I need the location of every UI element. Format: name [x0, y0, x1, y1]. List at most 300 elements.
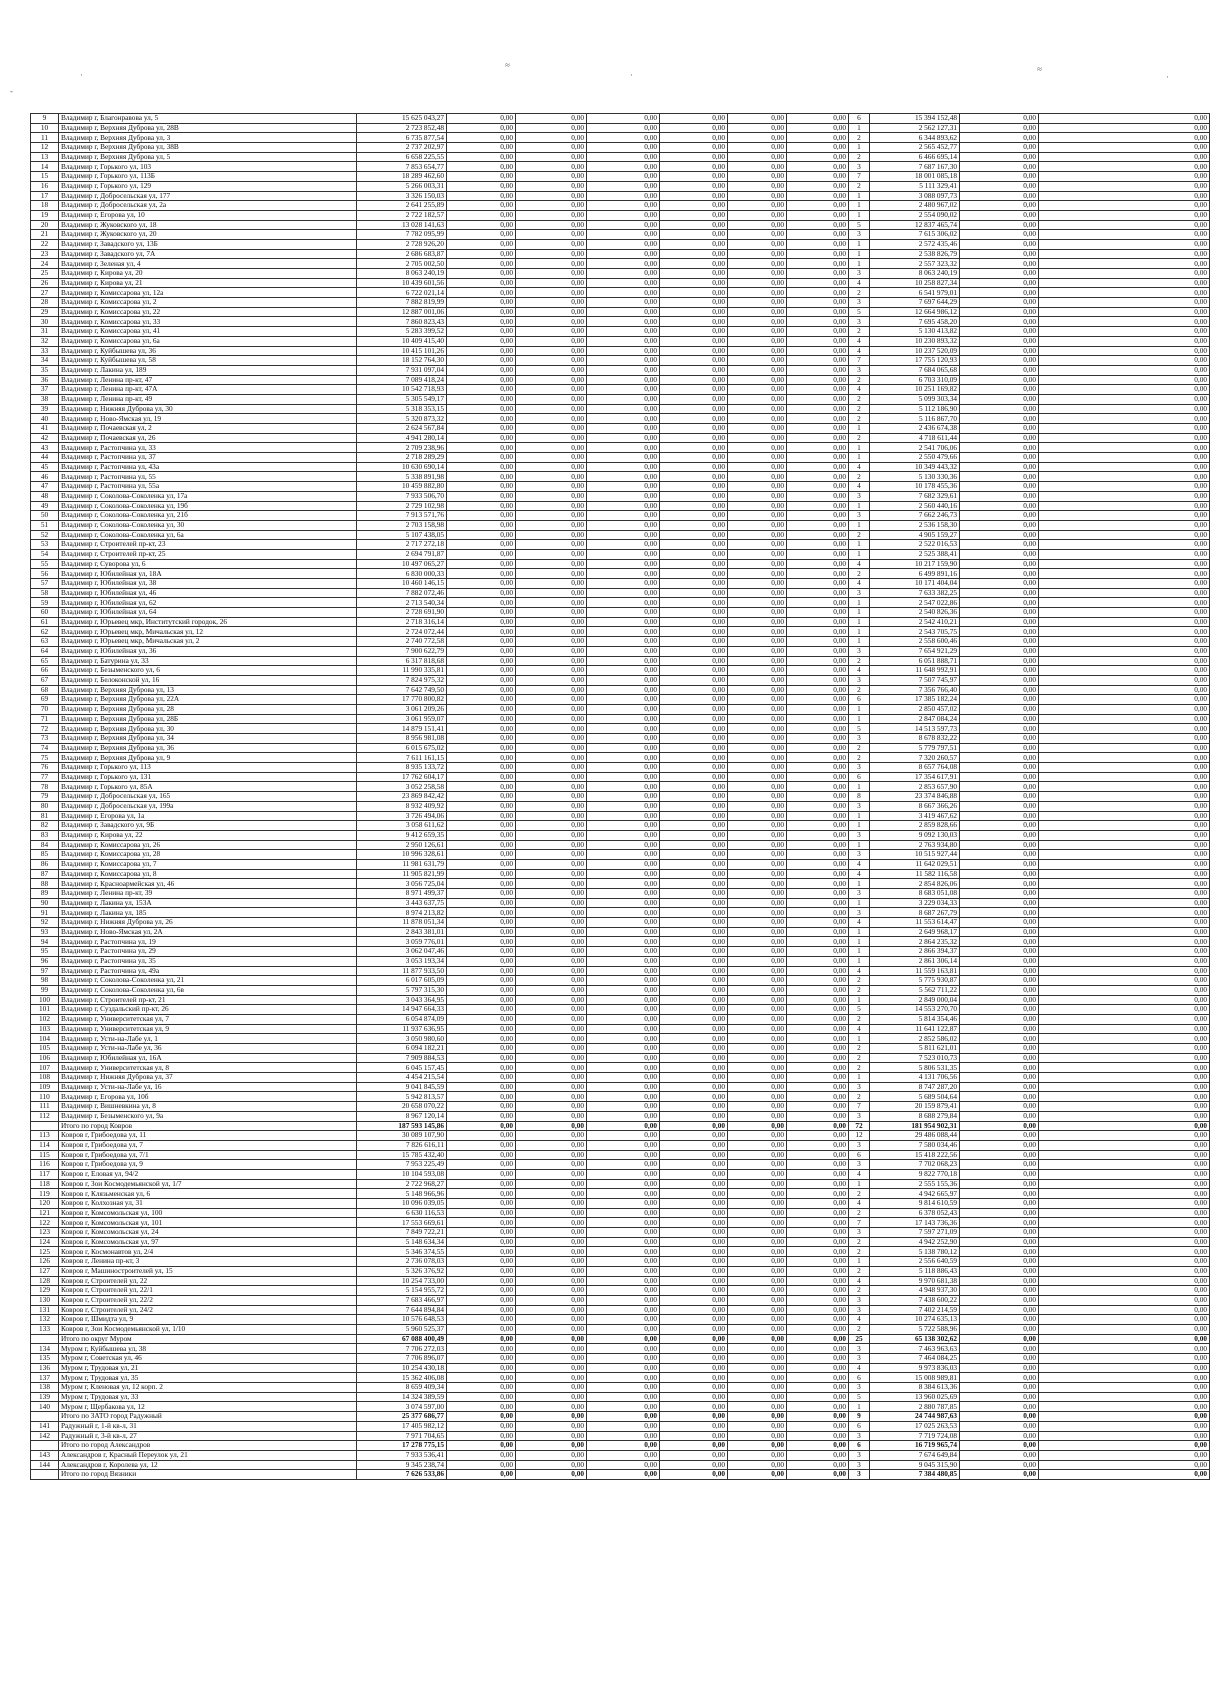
- table-cell: 3: [849, 1228, 870, 1238]
- table-cell: 2: [849, 1092, 870, 1102]
- table-cell: 0,00: [447, 1257, 516, 1267]
- table-cell: 0,00: [516, 1199, 587, 1209]
- table-cell: 0,00: [960, 259, 1039, 269]
- table-cell: 0,00: [516, 763, 587, 773]
- table-cell: Владимир г, Ленина пр-кт, 47: [59, 375, 357, 385]
- table-cell: 18 152 764,30: [357, 356, 447, 366]
- table-cell: 0,00: [960, 414, 1039, 424]
- table-cell: 14 553 270,70: [870, 1005, 960, 1015]
- table-cell: 0,00: [787, 462, 849, 472]
- table-cell: 0,00: [447, 598, 516, 608]
- table-cell: 0,00: [787, 424, 849, 434]
- table-cell: 0,00: [728, 462, 787, 472]
- table-cell: 0,00: [516, 385, 587, 395]
- table-cell: 0,00: [587, 365, 660, 375]
- table-cell: Владимир г, Нижняя Дуброва ул, 26: [59, 918, 357, 928]
- table-cell: 0,00: [1039, 443, 1210, 453]
- table-cell: Владимир г, Соколова-Соколенка ул, 30: [59, 520, 357, 530]
- table-cell: 0,00: [516, 714, 587, 724]
- table-cell: 0,00: [447, 879, 516, 889]
- table-cell: 0,00: [587, 249, 660, 259]
- table-cell: 40: [31, 414, 59, 424]
- table-cell: 0,00: [447, 1199, 516, 1209]
- table-cell: 3 443 637,75: [357, 898, 447, 908]
- table-cell: 0,00: [447, 511, 516, 521]
- table-cell: 0,00: [587, 724, 660, 734]
- table-cell: 0,00: [787, 346, 849, 356]
- table-cell: Радужный г, 3-й кв-л, 27: [59, 1431, 357, 1441]
- table-cell: 0,00: [447, 1121, 516, 1131]
- table-cell: 126: [31, 1257, 59, 1267]
- table-cell: 0,00: [787, 792, 849, 802]
- table-cell: Владимир г, Добросельская ул, 177: [59, 191, 357, 201]
- table-cell: 0,00: [660, 646, 728, 656]
- table-cell: 0,00: [787, 1199, 849, 1209]
- table-cell: 0,00: [587, 1208, 660, 1218]
- table-cell: 0,00: [787, 695, 849, 705]
- table-cell: 10 460 146,15: [357, 579, 447, 589]
- table-cell: 18: [31, 201, 59, 211]
- table-cell: 7 597 271,09: [870, 1228, 960, 1238]
- table-cell: 0,00: [660, 1286, 728, 1296]
- table-cell: 0,00: [960, 327, 1039, 337]
- table-cell: 0,00: [660, 259, 728, 269]
- table-cell: 0,00: [787, 1111, 849, 1121]
- table-cell: 0,00: [516, 1005, 587, 1015]
- table-cell: 0,00: [447, 1247, 516, 1257]
- table-cell: 0,00: [960, 1305, 1039, 1315]
- table-cell: 2: [849, 1208, 870, 1218]
- table-cell: 0,00: [516, 782, 587, 792]
- table-cell: Владимир г, Юрьевец мкр, Мичальская ул, 12: [59, 627, 357, 637]
- table-cell: 0,00: [447, 1392, 516, 1402]
- table-cell: 0,00: [787, 1324, 849, 1334]
- table-cell: 0,00: [1039, 472, 1210, 482]
- table-cell: 0,00: [447, 637, 516, 647]
- table-cell: 0,00: [728, 1421, 787, 1431]
- table-cell: 0,00: [516, 1305, 587, 1315]
- table-row: [31, 792, 1210, 802]
- table-cell: 0,00: [447, 1082, 516, 1092]
- table-cell: 0,00: [516, 424, 587, 434]
- table-cell: 0,00: [787, 327, 849, 337]
- table-cell: 5: [849, 307, 870, 317]
- table-row: [31, 1063, 1210, 1073]
- table-cell: 0,00: [960, 1392, 1039, 1402]
- table-cell: 0,00: [728, 850, 787, 860]
- table-cell: 0,00: [516, 704, 587, 714]
- table-cell: Владимир г, Растопчина ул, 19: [59, 937, 357, 947]
- table-row: [31, 123, 1210, 133]
- table-cell: 0,00: [960, 947, 1039, 957]
- table-cell: 0,00: [447, 375, 516, 385]
- table-cell: Владимир г, Комиссарова ул, 26: [59, 840, 357, 850]
- table-cell: Ковров г, Грибоедова ул, 7/1: [59, 1150, 357, 1160]
- table-cell: 0,00: [960, 346, 1039, 356]
- table-cell: 0,00: [1039, 346, 1210, 356]
- table-cell: 0,00: [660, 530, 728, 540]
- table-cell: 3 056 725,04: [357, 879, 447, 889]
- table-cell: Александров г, Королева ул, 12: [59, 1460, 357, 1470]
- table-cell: 1: [849, 637, 870, 647]
- table-cell: 0,00: [728, 1315, 787, 1325]
- table-cell: 0,00: [516, 1363, 587, 1373]
- table-cell: 0,00: [787, 1228, 849, 1238]
- table-cell: 60: [31, 608, 59, 618]
- table-cell: 0,00: [1039, 821, 1210, 831]
- table-cell: 11 878 051,34: [357, 918, 447, 928]
- table-cell: 0,00: [728, 579, 787, 589]
- table-cell: 0,00: [587, 801, 660, 811]
- table-cell: 17: [31, 191, 59, 201]
- table-cell: 0,00: [660, 889, 728, 899]
- table-cell: 0,00: [1039, 1344, 1210, 1354]
- table-cell: 33: [31, 346, 59, 356]
- table-cell: 0,00: [587, 394, 660, 404]
- table-cell: 0,00: [1039, 404, 1210, 414]
- table-cell: 0,00: [660, 327, 728, 337]
- table-cell: 25 377 686,77: [357, 1412, 447, 1422]
- table-cell: Александров г, Красный Переулок ул, 21: [59, 1450, 357, 1460]
- table-cell: 0,00: [728, 792, 787, 802]
- table-cell: 6: [849, 1150, 870, 1160]
- table-cell: 0,00: [960, 365, 1039, 375]
- table-cell: 0,00: [787, 1092, 849, 1102]
- table-cell: Владимир г, Егорова ул, 10б: [59, 1092, 357, 1102]
- table-cell: 9 814 610,59: [870, 1199, 960, 1209]
- table-cell: 0,00: [660, 1140, 728, 1150]
- table-cell: 0,00: [516, 985, 587, 995]
- table-cell: Владимир г, Горького ул, 129: [59, 181, 357, 191]
- table-cell: 6 541 979,01: [870, 288, 960, 298]
- table-cell: 0,00: [447, 162, 516, 172]
- table-cell: Владимир г, Растопчина ул, 43а: [59, 462, 357, 472]
- table-cell: 0,00: [1039, 520, 1210, 530]
- table-cell: 4: [849, 336, 870, 346]
- table-cell: 5 107 438,05: [357, 530, 447, 540]
- table-cell: 0,00: [660, 191, 728, 201]
- table-cell: Владимир г, Комиссарова ул, 41: [59, 327, 357, 337]
- table-cell: 3: [849, 491, 870, 501]
- table-cell: Владимир г, Верхняя Дуброва ул, 28: [59, 704, 357, 714]
- table-cell: 0,00: [728, 1266, 787, 1276]
- table-cell: 11 642 029,51: [870, 859, 960, 869]
- table-cell: 0,00: [587, 1034, 660, 1044]
- table-cell: 0,00: [587, 734, 660, 744]
- table-cell: 0,00: [960, 1470, 1039, 1480]
- table-cell: 2 694 791,87: [357, 549, 447, 559]
- table-cell: Ковров г, Еловая ул, 94/2: [59, 1169, 357, 1179]
- table-cell: 13: [31, 152, 59, 162]
- table-cell: 53: [31, 540, 59, 550]
- table-cell: 0,00: [1039, 482, 1210, 492]
- table-cell: 0,00: [660, 598, 728, 608]
- table-cell: 0,00: [1039, 637, 1210, 647]
- table-cell: 118: [31, 1179, 59, 1189]
- table-cell: 0,00: [660, 317, 728, 327]
- table-cell: 3: [849, 675, 870, 685]
- table-cell: 0,00: [728, 830, 787, 840]
- table-cell: 0,00: [728, 637, 787, 647]
- table-cell: 0,00: [587, 908, 660, 918]
- table-cell: 2 705 002,50: [357, 259, 447, 269]
- table-cell: 0,00: [516, 1044, 587, 1054]
- table-cell: 61: [31, 617, 59, 627]
- table-cell: 1: [849, 1034, 870, 1044]
- table-cell: 0,00: [960, 1092, 1039, 1102]
- table-cell: 0,00: [787, 1286, 849, 1296]
- table-cell: 62: [31, 627, 59, 637]
- table-cell: 0,00: [660, 1431, 728, 1441]
- table-cell: 7 933 536,41: [357, 1450, 447, 1460]
- table-cell: 75: [31, 753, 59, 763]
- table-cell: 0,00: [787, 1305, 849, 1315]
- table-cell: Владимир г, Усти-на-Лабе ул, 16: [59, 1082, 357, 1092]
- table-cell: 0,00: [587, 1344, 660, 1354]
- table-cell: 0,00: [516, 1208, 587, 1218]
- table-cell: 0,00: [728, 123, 787, 133]
- table-cell: 30: [31, 317, 59, 327]
- table-cell: 0,00: [787, 1392, 849, 1402]
- table-cell: 9 045 315,90: [870, 1460, 960, 1470]
- table-cell: 0,00: [587, 1044, 660, 1054]
- table-cell: 0,00: [960, 511, 1039, 521]
- table-cell: 0,00: [660, 394, 728, 404]
- table-cell: 0,00: [787, 201, 849, 211]
- table-cell: 0,00: [516, 588, 587, 598]
- table-cell: 0,00: [728, 889, 787, 899]
- table-cell: 4: [849, 666, 870, 676]
- table-cell: 45: [31, 462, 59, 472]
- table-cell: 2: [849, 375, 870, 385]
- table-cell: 0,00: [728, 1160, 787, 1170]
- table-cell: 5 797 315,30: [357, 985, 447, 995]
- table-cell: 0,00: [728, 1121, 787, 1131]
- table-cell: 0,00: [787, 172, 849, 182]
- table-cell: 3: [849, 298, 870, 308]
- table-cell: 0,00: [516, 821, 587, 831]
- table-cell: 0,00: [447, 1208, 516, 1218]
- table-row: [31, 1024, 1210, 1034]
- table-cell: 5 130 413,82: [870, 327, 960, 337]
- table-cell: 0,00: [1039, 569, 1210, 579]
- table-cell: 0,00: [660, 404, 728, 414]
- table-cell: 0,00: [447, 114, 516, 124]
- table-cell: 0,00: [728, 1199, 787, 1209]
- table-cell: 0,00: [516, 1266, 587, 1276]
- table-cell: 0,00: [787, 656, 849, 666]
- table-cell: 0,00: [787, 491, 849, 501]
- table-cell: 0,00: [787, 840, 849, 850]
- table-cell: 0,00: [587, 1014, 660, 1024]
- table-cell: 1: [849, 947, 870, 957]
- table-cell: 0,00: [1039, 327, 1210, 337]
- table-cell: 0,00: [787, 298, 849, 308]
- table-cell: Владимир г, Горького ул, 113: [59, 763, 357, 773]
- table-cell: Владимир г, Завадского ул, 9Б: [59, 821, 357, 831]
- table-cell: 0,00: [960, 1150, 1039, 1160]
- table-cell: 0,00: [787, 811, 849, 821]
- table-cell: 0,00: [960, 1024, 1039, 1034]
- table-cell: 0,00: [787, 1431, 849, 1441]
- table-cell: Ковров г, Грибоедова ул, 11: [59, 1131, 357, 1141]
- table-cell: 0,00: [587, 918, 660, 928]
- table-cell: 0,00: [587, 1421, 660, 1431]
- table-cell: 0,00: [960, 598, 1039, 608]
- table-cell: 9 092 130,03: [870, 830, 960, 840]
- table-cell: 0,00: [960, 288, 1039, 298]
- table-cell: 8 688 279,84: [870, 1111, 960, 1121]
- table-cell: 0,00: [728, 365, 787, 375]
- table-cell: 0,00: [1039, 1450, 1210, 1460]
- table-cell: 0,00: [587, 1383, 660, 1393]
- table-cell: 10 254 733,00: [357, 1276, 447, 1286]
- table-cell: 0,00: [587, 821, 660, 831]
- table-cell: [31, 1334, 59, 1344]
- table-cell: 12 887 001,06: [357, 307, 447, 317]
- table-cell: 0,00: [1039, 579, 1210, 589]
- table-cell: 7 849 722,21: [357, 1228, 447, 1238]
- table-cell: 77: [31, 772, 59, 782]
- table-cell: 3: [849, 1344, 870, 1354]
- table-cell: 0,00: [728, 724, 787, 734]
- table-cell: Владимир г, Суворова ул, 6: [59, 559, 357, 569]
- table-cell: 0,00: [660, 1169, 728, 1179]
- table-cell: 47: [31, 482, 59, 492]
- table-row: [31, 908, 1210, 918]
- table-cell: 10 415 101,26: [357, 346, 447, 356]
- table-cell: 6: [849, 1421, 870, 1431]
- table-cell: 13 028 141,63: [357, 220, 447, 230]
- table-cell: 0,00: [787, 433, 849, 443]
- table-cell: Владимир г, Соколова-Соколенка ул, 17а: [59, 491, 357, 501]
- table-row: [31, 143, 1210, 153]
- table-cell: 7 695 458,20: [870, 317, 960, 327]
- table-cell: 2 713 540,34: [357, 598, 447, 608]
- table-cell: 5 562 711,22: [870, 985, 960, 995]
- table-cell: 0,00: [587, 269, 660, 279]
- table-cell: Владимир г, Лакина ул, 153А: [59, 898, 357, 908]
- table-cell: Владимир г, Егорова ул, 10: [59, 210, 357, 220]
- table-cell: 0,00: [787, 1373, 849, 1383]
- table-cell: Ковров г, Комсомольская ул, 101: [59, 1218, 357, 1228]
- table-cell: 1: [849, 520, 870, 530]
- table-cell: 0,00: [660, 511, 728, 521]
- table-cell: 8 678 832,22: [870, 734, 960, 744]
- table-cell: 0,00: [787, 1053, 849, 1063]
- table-cell: 0,00: [960, 1354, 1039, 1364]
- table-cell: 0,00: [587, 1005, 660, 1015]
- table-cell: 0,00: [787, 569, 849, 579]
- table-cell: 0,00: [447, 230, 516, 240]
- table-cell: 0,00: [1039, 540, 1210, 550]
- table-cell: 10 096 039,05: [357, 1199, 447, 1209]
- table-cell: 0,00: [516, 918, 587, 928]
- table-cell: 0,00: [787, 1102, 849, 1112]
- table-cell: 0,00: [787, 685, 849, 695]
- table-cell: 0,00: [660, 1324, 728, 1334]
- table-cell: 2: [849, 327, 870, 337]
- table-row: [31, 985, 1210, 995]
- table-cell: 14 513 597,73: [870, 724, 960, 734]
- table-cell: 3 726 494,06: [357, 811, 447, 821]
- table-cell: Владимир г, Юбилейная ул, 36: [59, 646, 357, 656]
- scan-marks: [0, 60, 1200, 96]
- table-cell: 0,00: [447, 792, 516, 802]
- table-cell: 0,00: [728, 1014, 787, 1024]
- table-cell: 133: [31, 1324, 59, 1334]
- table-cell: 0,00: [787, 1383, 849, 1393]
- table-cell: 0,00: [587, 288, 660, 298]
- table-cell: 0,00: [587, 511, 660, 521]
- table-cell: 0,00: [447, 520, 516, 530]
- table-cell: 0,00: [660, 840, 728, 850]
- table-cell: 0,00: [660, 782, 728, 792]
- table-cell: 0,00: [587, 1131, 660, 1141]
- table-cell: 5 346 374,55: [357, 1247, 447, 1257]
- table-cell: 0,00: [728, 1295, 787, 1305]
- table-cell: 57: [31, 579, 59, 589]
- table-cell: 137: [31, 1373, 59, 1383]
- table-cell: 3: [849, 1450, 870, 1460]
- table-cell: 3 074 597,00: [357, 1402, 447, 1412]
- table-cell: 0,00: [447, 1266, 516, 1276]
- table-cell: 0,00: [728, 482, 787, 492]
- table-cell: 0,00: [960, 239, 1039, 249]
- table-cell: Муром г, Советская ул, 46: [59, 1354, 357, 1364]
- table-cell: 17 143 736,36: [870, 1218, 960, 1228]
- table-cell: 2: [849, 433, 870, 443]
- table-cell: 3: [849, 1354, 870, 1364]
- table-cell: 3: [849, 889, 870, 899]
- table-cell: 10 178 455,36: [870, 482, 960, 492]
- table-cell: 0,00: [516, 1295, 587, 1305]
- table-cell: 63: [31, 637, 59, 647]
- table-cell: 144: [31, 1460, 59, 1470]
- table-cell: 0,00: [960, 1286, 1039, 1296]
- table-cell: 0,00: [516, 1237, 587, 1247]
- table-cell: 10 217 159,90: [870, 559, 960, 569]
- table-cell: 7 320 260,57: [870, 753, 960, 763]
- table-cell: 6 051 888,71: [870, 656, 960, 666]
- table-cell: 0,00: [447, 540, 516, 550]
- table-cell: 3: [849, 1470, 870, 1480]
- table-cell: 0,00: [1039, 811, 1210, 821]
- table-cell: 34: [31, 356, 59, 366]
- table-cell: 0,00: [516, 1412, 587, 1422]
- table-cell: Владимир г, Нижняя Дуброва ул, 30: [59, 404, 357, 414]
- table-row: [31, 462, 1210, 472]
- table-cell: 0,00: [728, 985, 787, 995]
- table-row: [31, 453, 1210, 463]
- table-cell: 0,00: [787, 404, 849, 414]
- table-cell: Владимир г, Верхняя Дуброва ул, 9: [59, 753, 357, 763]
- table-cell: 7 719 724,08: [870, 1431, 960, 1441]
- table-cell: 3 088 097,73: [870, 191, 960, 201]
- table-cell: 0,00: [728, 191, 787, 201]
- table-cell: 0,00: [660, 1218, 728, 1228]
- table-cell: 0,00: [728, 269, 787, 279]
- table-cell: 0,00: [516, 1179, 587, 1189]
- table-cell: 3 062 047,46: [357, 947, 447, 957]
- table-cell: 0,00: [787, 1237, 849, 1247]
- table-cell: 2 718 316,14: [357, 617, 447, 627]
- table-cell: 2 550 479,66: [870, 453, 960, 463]
- table-cell: 0,00: [960, 976, 1039, 986]
- table-cell: 0,00: [447, 734, 516, 744]
- table-cell: 2 436 674,38: [870, 424, 960, 434]
- table-cell: 0,00: [660, 123, 728, 133]
